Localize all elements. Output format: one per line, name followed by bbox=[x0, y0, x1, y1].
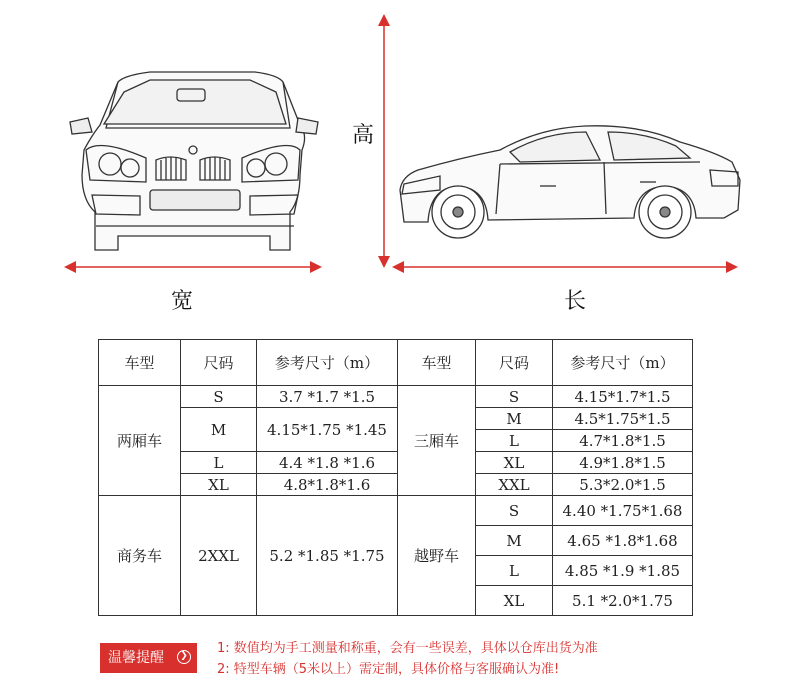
size-cell: M bbox=[476, 408, 553, 430]
size-cell: XXL bbox=[476, 474, 553, 496]
car-dimension-diagram bbox=[0, 0, 790, 330]
dimension-cell: 4.7*1.8*1.5 bbox=[553, 430, 693, 452]
table-header-row bbox=[99, 340, 693, 386]
dimension-cell: 3.7 *1.7 *1.5 bbox=[257, 386, 398, 408]
car-type-cell: 三厢车 bbox=[398, 386, 476, 496]
size-cell: XL bbox=[476, 586, 553, 616]
car-type-cell: 越野车 bbox=[398, 496, 476, 616]
header-cell: 车型 bbox=[398, 340, 476, 386]
size-cell: S bbox=[476, 496, 553, 526]
size-cell: M bbox=[476, 526, 553, 556]
header-cell: 车型 bbox=[99, 340, 181, 386]
notice-section bbox=[100, 633, 740, 683]
table-row bbox=[99, 408, 693, 430]
car-front-view bbox=[70, 72, 318, 250]
dimension-cell: 4.40 *1.75*1.68 bbox=[553, 496, 693, 526]
size-cell: XL bbox=[181, 474, 257, 496]
size-cell: L bbox=[476, 556, 553, 586]
dimension-cell: 5.3*2.0*1.5 bbox=[553, 474, 693, 496]
length-label: 长 bbox=[564, 289, 587, 314]
dimension-cell: 5.1 *2.0*1.75 bbox=[553, 586, 693, 616]
width-label: 宽 bbox=[171, 289, 194, 314]
notice-line-2: 2: 特型车辆（5米以上）需定制，具体价格与客服确认为准! bbox=[217, 662, 560, 677]
size-cell: S bbox=[181, 386, 257, 408]
header-cell: 尺码 bbox=[181, 340, 257, 386]
dimension-cell: 4.15*1.7*1.5 bbox=[553, 386, 693, 408]
dimension-cell: 5.2 *1.85 *1.75 bbox=[257, 496, 398, 616]
dimension-cell: 4.85 *1.9 *1.85 bbox=[553, 556, 693, 586]
size-cell: L bbox=[181, 452, 257, 474]
table-row bbox=[99, 496, 693, 526]
car-side-view bbox=[400, 126, 740, 238]
notice-line-1: 1: 数值均为手工测量和称重，会有一些误差，具体以仓库出货为准 bbox=[217, 641, 598, 656]
size-cell: L bbox=[476, 430, 553, 452]
header-cell: 参考尺寸（m） bbox=[553, 340, 693, 386]
height-label: 高 bbox=[352, 123, 375, 148]
arrow-right-icon: ❯ bbox=[177, 650, 191, 664]
dimension-cell: 4.4 *1.8 *1.6 bbox=[257, 452, 398, 474]
notice-badge-label: 温馨提醒 bbox=[108, 650, 164, 666]
notice-badge bbox=[100, 643, 197, 673]
table-row bbox=[99, 452, 693, 474]
dimension-cell: 4.5*1.75*1.5 bbox=[553, 408, 693, 430]
header-cell: 尺码 bbox=[476, 340, 553, 386]
car-illustrations bbox=[0, 0, 790, 330]
size-cell: M bbox=[181, 408, 257, 452]
dimension-cell: 4.9*1.8*1.5 bbox=[553, 452, 693, 474]
dimension-cell: 4.8*1.8*1.6 bbox=[257, 474, 398, 496]
table-row bbox=[99, 386, 693, 408]
car-type-cell: 商务车 bbox=[99, 496, 181, 616]
size-cell: 2XXL bbox=[181, 496, 257, 616]
table-row bbox=[99, 474, 693, 496]
size-chart-table bbox=[98, 339, 693, 616]
car-type-cell: 两厢车 bbox=[99, 386, 181, 496]
dimension-cell: 4.65 *1.8*1.68 bbox=[553, 526, 693, 556]
header-cell: 参考尺寸（m） bbox=[257, 340, 398, 386]
size-cell: S bbox=[476, 386, 553, 408]
dimension-cell: 4.15*1.75 *1.45 bbox=[257, 408, 398, 452]
size-cell: XL bbox=[476, 452, 553, 474]
